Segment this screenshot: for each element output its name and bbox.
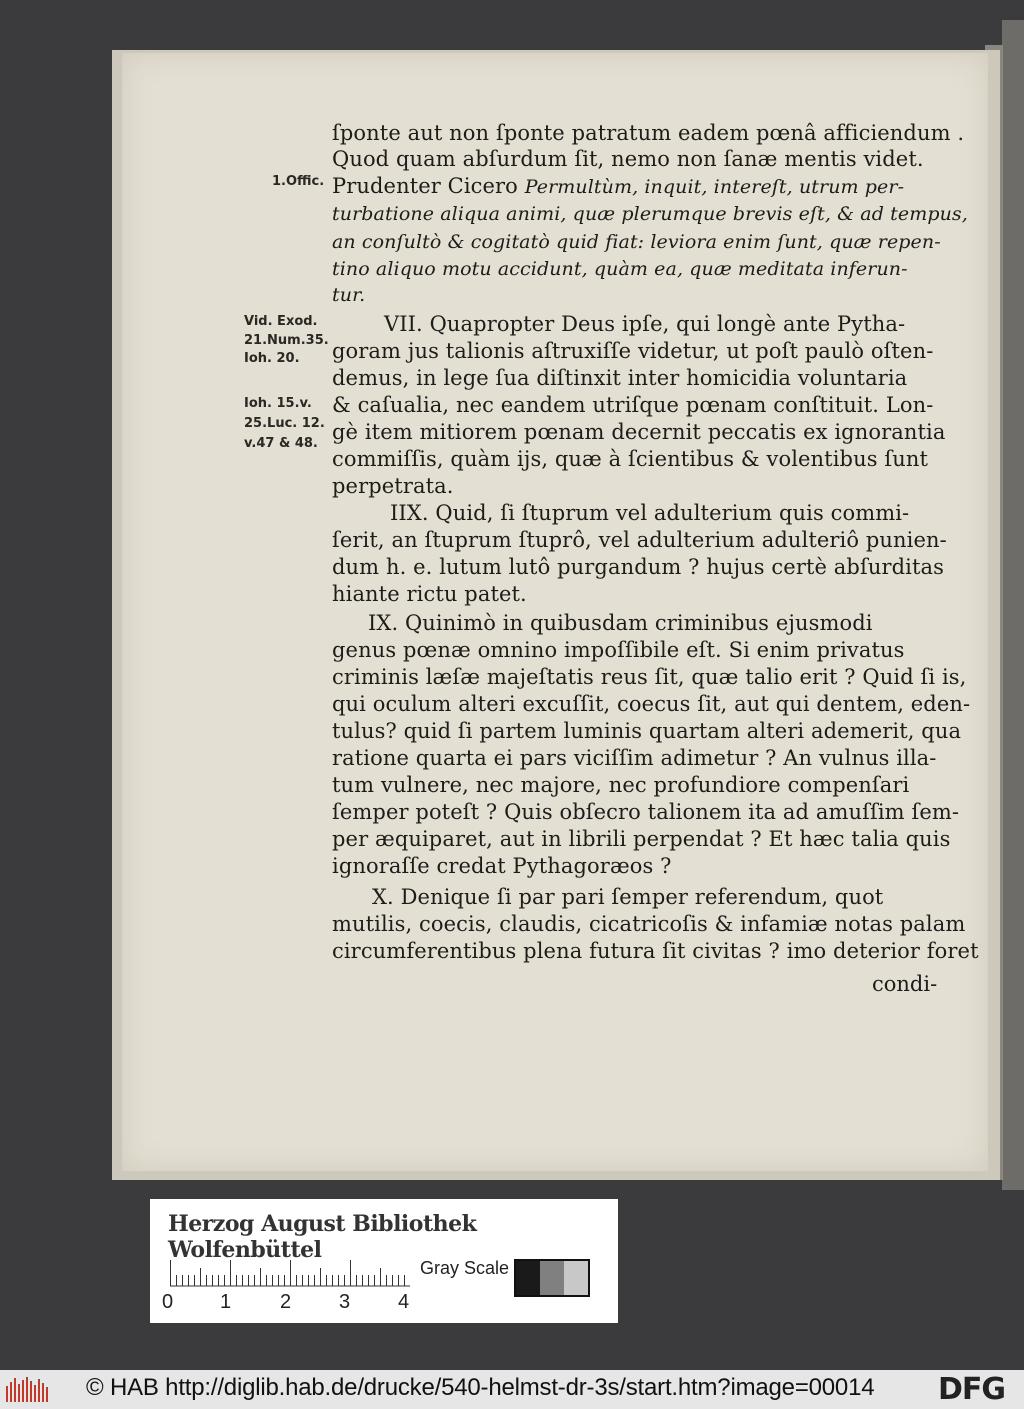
text-line: dum h. e. lutum lutô purgandum ? hujus certè abſurditas <box>332 555 944 579</box>
text-line: ſponte aut non ſponte patratum eadem pœnâ afficiendum . <box>332 121 965 145</box>
color-calibration-card <box>150 1199 618 1323</box>
text-line: X. Denique ſi par pari ſemper referendum, quot <box>372 885 884 909</box>
text-line: per æquiparet, aut in librili perpendat ? Et hæc talia quis <box>332 827 951 851</box>
text-line: qui oculum alteri excuſſit, coecus ſit, aut qui dentem, eden- <box>332 692 971 716</box>
gray-scale-label: Gray Scale <box>420 1258 510 1278</box>
copyright-link[interactable]: © HAB http://diglib.hab.de/drucke/540-helmst-dr-3s/start.htm?image=00014 <box>86 1374 875 1401</box>
dfg-logo: DFG <box>938 1372 1006 1407</box>
text-line: IX. Quinimò in quibusdam criminibus ejusmodi <box>368 611 873 635</box>
quote-fragment: Permultùm, inquit, intereſt, utrum per- <box>524 176 905 198</box>
ruler-number: 3 <box>339 1291 351 1313</box>
ruler-number: 4 <box>398 1291 410 1313</box>
margin-note: Vid. Exod. <box>244 314 318 329</box>
text-line: goram jus talionis aſtruxiſſe videtur, ut poſt paulò oſten- <box>332 339 934 363</box>
ruler-number: 2 <box>280 1291 292 1313</box>
margin-note: v.47 & 48. <box>244 436 318 451</box>
text-line: perpetrata. <box>332 474 454 498</box>
gray-scale-swatches <box>514 1259 590 1297</box>
text-line: an conſultò & cogitatò quid fiat: leviora enim ſunt, quæ repen- <box>332 231 941 253</box>
catchword: condi- <box>872 972 938 996</box>
swatch-dark <box>516 1261 540 1295</box>
text-line: hiante rictu patet. <box>332 582 527 606</box>
swatch-mid <box>540 1261 564 1295</box>
ruler-numbers <box>162 1291 422 1315</box>
ruler-number: 1 <box>220 1291 232 1313</box>
text-line: ratione quarta ei pars viciſſim adimetur ? An vulnus illa- <box>332 746 937 770</box>
margin-note: 1.Offic. <box>272 174 325 189</box>
text-line: demus, in lege ſua diſtinxit inter homicidia voluntaria <box>332 366 908 390</box>
text-line: ignoraſſe credat Pythagoræos ? <box>332 854 672 878</box>
scan-board-edge <box>1002 20 1024 1190</box>
margin-note: 21.Num.35. <box>244 333 329 348</box>
margin-note: 25.Luc. 12. <box>244 416 325 431</box>
text-line <box>332 173 952 200</box>
text-line: mutilis, coecis, claudis, cicatricoſis & infamiæ notas palam <box>332 912 966 936</box>
text-line: turbatione aliqua animi, quæ plerumque brevis eſt, & ad tempus, <box>332 203 968 225</box>
text-line: VII. Quapropter Deus ipſe, qui longè ante Pytha- <box>384 312 906 336</box>
hab-logo-icon <box>5 1376 49 1404</box>
text-line: tum vulnere, nec majore, nec profundiore compenſari <box>332 773 910 797</box>
text-line: tur. <box>332 284 366 306</box>
text-line: tino aliquo motu accidunt, quàm ea, quæ meditata inferun- <box>332 258 908 280</box>
card-title: Herzog August Bibliothek Wolfenbüttel <box>168 1211 477 1263</box>
margin-note: Ioh. 15.v. <box>244 396 312 411</box>
text-line: gè item mitiorem pœnam decernit peccatis ex ignorantia <box>332 420 946 444</box>
footer-bar <box>0 1370 1024 1409</box>
ruler-number: 0 <box>162 1291 174 1313</box>
margin-note: Ioh. 20. <box>244 351 300 366</box>
text-line: IIX. Quid, ſi ſtuprum vel adulterium quis commi- <box>390 501 910 525</box>
text-line: & caſualia, nec eandem utriſque pœnam conſtituit. Lon- <box>332 393 934 417</box>
text-line: genus pœnæ omnino impoſſibile eſt. Si enim privatus <box>332 638 905 662</box>
ruler-scale <box>170 1259 410 1287</box>
text-line: tulus? quid ſi partem luminis quartam alteri ademerit, qua <box>332 719 962 743</box>
text-line: ſerit, an ſtuprum ſtuprô, vel adulterium adulteriô punien- <box>332 528 947 552</box>
text-line: criminis læſæ majeſtatis reus ſit, quæ talio erit ? Quid ſi is, <box>332 665 967 689</box>
swatch-light <box>564 1261 588 1295</box>
text-fragment: Prudenter Cicero <box>332 174 518 198</box>
text-line: commiſſis, quàm ijs, quæ à ſcientibus & volentibus ſunt <box>332 447 929 471</box>
text-line: ſemper poteſt ? Quis obſecro talionem ita ad amuſſim ſem- <box>332 800 960 824</box>
text-line: Quod quam abſurdum ſit, nemo non ſanæ mentis videt. <box>332 147 924 171</box>
text-line: circumferentibus plena futura ſit civitas ? imo deterior foret <box>332 939 979 963</box>
